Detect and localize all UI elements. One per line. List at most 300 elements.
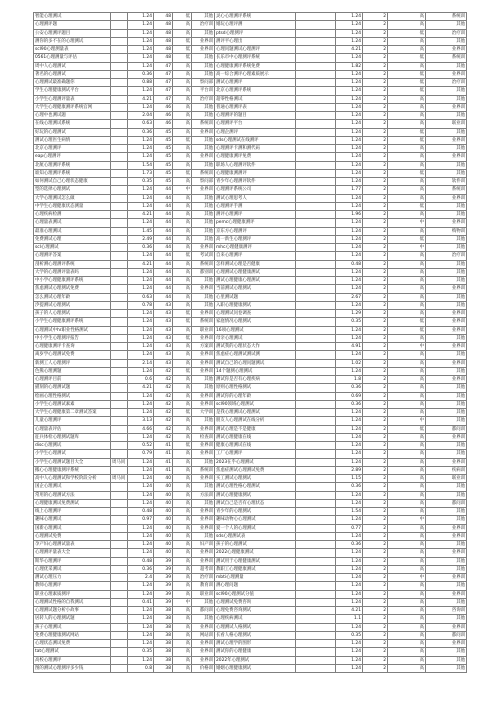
table-cell: 高 — [388, 103, 426, 111]
table-cell: 2 — [363, 417, 388, 425]
table-cell: 色熊心理测题 — [34, 367, 111, 375]
table-cell: 2.14 — [128, 359, 154, 367]
table-cell: 业界训 — [192, 359, 215, 367]
table-cell: 自来心理测评 — [215, 252, 296, 260]
table-cell: 1.24 — [336, 623, 363, 631]
table-cell: 0.36 — [336, 483, 363, 491]
table-cell — [296, 359, 336, 367]
table-cell: 业界训 — [192, 285, 215, 293]
table-cell: 2 — [363, 524, 388, 532]
table-cell — [111, 13, 128, 21]
table-cell — [296, 367, 336, 375]
table-row — [34, 326, 467, 334]
table-cell: 工厂心理测评 — [215, 450, 296, 458]
table-cell: 1.24 — [128, 136, 154, 144]
table-cell: 40 — [154, 491, 173, 499]
table-cell — [111, 202, 128, 210]
table-cell: 测评平心理出 — [215, 37, 296, 45]
table-cell: 业界训 — [192, 450, 215, 458]
table-cell: 1.24 — [128, 13, 154, 21]
table-cell: 1.24 — [128, 392, 154, 400]
table-cell: 其他 — [192, 598, 215, 606]
table-cell: 44 — [154, 293, 173, 301]
table-cell: 高 — [173, 219, 192, 227]
table-cell: 1.24 — [336, 227, 363, 235]
table-cell: 4.21 — [336, 607, 363, 615]
table-cell: 低 — [388, 70, 426, 78]
table-cell: 业界训 — [192, 425, 215, 433]
table-cell: 2 — [363, 46, 388, 54]
table-cell: 低 — [388, 318, 426, 326]
table-cell: 低 — [388, 128, 426, 136]
table-cell — [296, 640, 336, 648]
table-cell: 其他 — [192, 293, 215, 301]
table-cell: 搬心心理健康测评系统 — [34, 466, 111, 474]
table-cell: 周马同 — [111, 475, 128, 483]
table-cell: 1.24 — [128, 491, 154, 499]
table-cell: 0.52 — [128, 442, 154, 450]
table-cell: 心理企测评 — [215, 128, 296, 136]
table-cell — [111, 178, 128, 186]
table-cell: 心理测评答案 — [34, 252, 111, 260]
table-cell: 2 — [363, 318, 388, 326]
table-cell — [296, 417, 336, 425]
table-cell — [111, 194, 128, 202]
table-cell — [296, 29, 336, 37]
table-cell: 高 — [388, 367, 426, 375]
table-cell: 1.24 — [128, 54, 154, 62]
table-cell — [296, 153, 336, 161]
table-cell: 0.48 — [128, 557, 154, 565]
table-cell: 业界训 — [192, 623, 215, 631]
table-cell: 42 — [154, 400, 173, 408]
table-cell: 2 — [363, 367, 388, 375]
table-cell: 其他 — [426, 169, 467, 177]
table-cell: 其他 — [426, 145, 467, 153]
table-cell: 1.24 — [336, 425, 363, 433]
table-cell — [296, 260, 336, 268]
table-cell: 45 — [154, 128, 173, 136]
table-cell: 2 — [363, 425, 388, 433]
table-cell: 高 — [388, 293, 426, 301]
table-cell: 1.24 — [336, 252, 363, 260]
table-cell: 测试心理健康在线 — [215, 433, 296, 441]
table-cell: 测试自己的心理问题测试 — [215, 359, 296, 367]
table-cell: 其他 — [426, 400, 467, 408]
table-cell: 高 — [388, 310, 426, 318]
table-cell: 1.24 — [128, 590, 154, 598]
table-cell: 心理健康测评免费 — [215, 153, 296, 161]
table-cell: 2 — [363, 95, 388, 103]
table-cell — [296, 54, 336, 62]
table-cell: 2 — [363, 227, 388, 235]
table-cell: 心理测评卡测和测代码 — [215, 145, 296, 153]
table-cell: 高 — [173, 268, 192, 276]
table-cell: 心理健康测试免费测试 — [34, 499, 111, 507]
table-cell: 38 — [154, 664, 173, 672]
table-cell: 1.24 — [336, 103, 363, 111]
table-cell: 是我心理测试心理测试 — [215, 409, 296, 417]
table-row — [34, 310, 467, 318]
table-cell — [296, 400, 336, 408]
table-cell: 1.24 — [336, 334, 363, 342]
table-cell: 低 — [388, 79, 426, 87]
table-cell: 2 — [363, 557, 388, 565]
table-cell: 高 — [173, 95, 192, 103]
table-cell — [111, 310, 128, 318]
table-cell: 1.24 — [336, 153, 363, 161]
table-cell: 描刻的心理测试题 — [34, 384, 111, 392]
table-cell — [296, 483, 336, 491]
table-cell: 高 — [173, 301, 192, 309]
table-cell: 44 — [154, 285, 173, 293]
table-cell: 1.96 — [336, 211, 363, 219]
table-cell: 业界训 — [192, 400, 215, 408]
table-cell: 其他 — [426, 161, 467, 169]
table-cell: 43 — [154, 343, 173, 351]
table-cell: 1.24 — [128, 46, 154, 54]
table-cell: 1.54 — [128, 161, 154, 169]
table-cell — [296, 384, 336, 392]
table-cell — [111, 549, 128, 557]
table-cell: 高 — [173, 194, 192, 202]
table-cell: 1.82 — [336, 62, 363, 70]
table-row — [34, 13, 467, 21]
table-cell: 其他 — [426, 648, 467, 656]
table-cell: pemc心理健康测评 — [215, 219, 296, 227]
table-cell: 心理状态测试免费 — [34, 640, 111, 648]
table-row — [34, 103, 467, 111]
table-cell: 高 — [173, 277, 192, 285]
table-cell: 45 — [154, 161, 173, 169]
table-cell: 低 — [173, 136, 192, 144]
table-cell: 2 — [363, 392, 388, 400]
table-cell: 怎样测试心理是否健康 — [215, 260, 296, 268]
table-cell: 大学训 — [192, 409, 215, 417]
table-row — [34, 112, 467, 120]
table-cell: 职场人心理测评软件 — [215, 161, 296, 169]
table-cell: 1.24 — [128, 400, 154, 408]
table-cell: 心理测试心理健康测试 — [215, 268, 296, 276]
table-cell: 高 — [388, 656, 426, 664]
table-cell: 1.24 — [336, 565, 363, 573]
table-cell: 教育训 — [192, 582, 215, 590]
table-cell: 44 — [154, 277, 173, 285]
table-cell: 系统训 — [192, 318, 215, 326]
table-cell: 高 — [388, 549, 426, 557]
table-row — [34, 62, 467, 70]
table-cell — [296, 103, 336, 111]
table-cell: 测试心理测评 — [215, 79, 296, 87]
table-cell: 39 — [154, 574, 173, 582]
table-row — [34, 664, 467, 672]
table-cell: 考试训 — [192, 252, 215, 260]
table-cell: 1.24 — [128, 310, 154, 318]
table-cell: 中小学生心理测评报告 — [34, 334, 111, 342]
table-cell: 低 — [388, 202, 426, 210]
table-cell — [111, 557, 128, 565]
table-cell — [111, 293, 128, 301]
table-cell: 1.24 — [336, 29, 363, 37]
table-cell: 趣味动物心心理测试 — [215, 516, 296, 524]
table-cell: 联业训 — [426, 475, 467, 483]
table-cell — [111, 46, 128, 54]
table-cell: 1.24 — [336, 169, 363, 177]
table-cell: 网站训 — [192, 631, 215, 639]
table-cell: 1.24 — [128, 145, 154, 153]
table-cell: 业界训 — [426, 343, 467, 351]
table-cell: 1.24 — [336, 285, 363, 293]
table-cell: 原则心理性格测试 — [215, 384, 296, 392]
table-cell: 疾病训 — [426, 466, 467, 474]
table-cell: 2 — [363, 582, 388, 590]
table-cell: 高 — [173, 623, 192, 631]
table-row — [34, 194, 467, 202]
table-cell: 中小学心理健康测评系统 — [34, 277, 111, 285]
table-cell — [296, 95, 336, 103]
table-cell — [111, 433, 128, 441]
table-cell — [111, 227, 128, 235]
table-row — [34, 598, 467, 606]
table-cell: 高 — [388, 475, 426, 483]
table-cell — [296, 219, 336, 227]
table-cell: 高 — [388, 607, 426, 615]
table-cell: 45 — [154, 178, 173, 186]
table-cell: 高 — [173, 359, 192, 367]
table-cell: 业界训 — [192, 549, 215, 557]
table-cell: 45 — [154, 136, 173, 144]
table-cell: 39 — [154, 582, 173, 590]
table-cell: mhc心理健康测评 — [215, 244, 296, 252]
table-cell — [111, 211, 128, 219]
table-cell: 1.24 — [128, 277, 154, 285]
table-row — [34, 244, 467, 252]
table-cell: 44 — [154, 211, 173, 219]
table-body — [34, 13, 467, 673]
table-cell: 高 — [388, 565, 426, 573]
table-cell: 2 — [363, 13, 388, 21]
table-cell — [296, 615, 336, 623]
table-cell: 高 — [173, 400, 192, 408]
table-cell: 其他 — [426, 37, 467, 45]
table-cell: 高 — [388, 590, 426, 598]
table-cell: 0.35 — [336, 318, 363, 326]
table-cell: 2 — [363, 656, 388, 664]
table-cell: 朋友人心理测试在线分析 — [215, 417, 296, 425]
table-cell: 1.24 — [336, 112, 363, 120]
table-cell: 心理测试问卷调查 — [215, 310, 296, 318]
table-cell: 2 — [363, 450, 388, 458]
table-cell: 心理健康测测评 — [215, 169, 296, 177]
table-cell: 高 — [173, 326, 192, 334]
table-cell: 2 — [363, 128, 388, 136]
table-cell: 46 — [154, 103, 173, 111]
table-cell: 离岁学心理测试免费 — [34, 351, 111, 359]
table-cell — [111, 623, 128, 631]
table-cell: 高 — [173, 475, 192, 483]
table-cell — [296, 318, 336, 326]
table-cell: 都问训 — [192, 607, 215, 615]
table-cell: 1.77 — [336, 186, 363, 194]
table-cell: 高 — [388, 458, 426, 466]
table-cell: 周中人心理测试 — [34, 62, 111, 70]
table-cell — [296, 541, 336, 549]
table-cell: 高 — [388, 153, 426, 161]
table-cell: 业界训 — [192, 475, 215, 483]
table-cell: 1.24 — [128, 326, 154, 334]
table-cell: 测试心理健康测试 — [215, 491, 296, 499]
table-cell — [111, 483, 128, 491]
table-cell: 其他 — [192, 615, 215, 623]
table-cell: 1.24 — [128, 29, 154, 37]
table-cell: 业界训 — [426, 640, 467, 648]
table-cell: 业界训 — [426, 458, 467, 466]
table-cell: 1.29 — [336, 310, 363, 318]
table-cell: 2 — [363, 483, 388, 491]
table-cell: 低 — [173, 442, 192, 450]
table-cell — [111, 343, 128, 351]
table-row — [34, 541, 467, 549]
table-cell: 2 — [363, 169, 388, 177]
table-cell: 测试我的心理状态大作 — [215, 343, 296, 351]
table-cell: 其他 — [426, 598, 467, 606]
table-row — [34, 450, 467, 458]
table-cell: 14个题测心理测试 — [215, 367, 296, 375]
table-cell: 业界训 — [192, 46, 215, 54]
table-cell: 0.35 — [336, 631, 363, 639]
table-row — [34, 508, 467, 516]
table-cell: 高 — [388, 384, 426, 392]
table-cell: 1.24 — [336, 13, 363, 21]
table-cell: 其他 — [426, 260, 467, 268]
table-cell: 其他 — [426, 392, 467, 400]
table-cell — [111, 392, 128, 400]
table-cell: 其他 — [192, 532, 215, 540]
table-cell: 1.24 — [336, 54, 363, 62]
table-cell: 业界训 — [426, 532, 467, 540]
table-cell: 业界训 — [192, 557, 215, 565]
table-cell: 高 — [388, 21, 426, 29]
table-cell: 1.24 — [128, 631, 154, 639]
table-cell — [111, 153, 128, 161]
table-cell: 低 — [173, 252, 192, 260]
table-cell: 高 — [173, 541, 192, 549]
table-cell: 1.24 — [128, 219, 154, 227]
table-cell: 其他 — [426, 508, 467, 516]
table-cell: 2 — [363, 400, 388, 408]
table-cell: 其他 — [426, 95, 467, 103]
table-cell: 软件训 — [426, 178, 467, 186]
table-cell — [296, 186, 336, 194]
table-cell: 其他 — [192, 483, 215, 491]
table-cell: 心理测试最准确题你 — [34, 79, 111, 87]
table-cell: 1.24 — [336, 664, 363, 672]
table-cell: 业界训 — [192, 351, 215, 359]
table-cell: 高 — [173, 557, 192, 565]
table-cell — [111, 615, 128, 623]
table-cell: 高 — [173, 202, 192, 210]
table-cell: 2.89 — [336, 466, 363, 474]
table-cell: 高 — [173, 516, 192, 524]
table-row — [34, 87, 467, 95]
table-cell: 1.24 — [128, 615, 154, 623]
table-cell: 常用的心理测试方法 — [34, 491, 111, 499]
table-cell — [111, 409, 128, 417]
table-cell: 2 — [363, 549, 388, 557]
table-cell: 47 — [154, 95, 173, 103]
table-cell: 2 — [363, 277, 388, 285]
table-cell: 44 — [154, 186, 173, 194]
table-cell: 高 — [388, 277, 426, 285]
table-cell: 职业训 — [192, 590, 215, 598]
table-row — [34, 334, 467, 342]
table-cell: 高 — [388, 557, 426, 565]
table-cell: 普通心理测评表 — [215, 103, 296, 111]
table-cell: 心理测评量表大全 — [34, 549, 111, 557]
table-cell: 0.35 — [128, 648, 154, 656]
table-cell — [111, 664, 128, 672]
table-cell — [111, 235, 128, 243]
table-cell — [111, 574, 128, 582]
table-cell: 业界训 — [426, 70, 467, 78]
table-cell: 高 — [173, 235, 192, 243]
table-cell: 测试心理医生病情 — [34, 136, 111, 144]
table-cell: 当前测试心理测试 — [215, 285, 296, 293]
table-cell — [296, 326, 336, 334]
table-cell: 小学生心理测评量表 — [34, 95, 111, 103]
table-cell: 高 — [173, 508, 192, 516]
table-cell — [296, 120, 336, 128]
table-cell: 38 — [154, 631, 173, 639]
table-cell: 1.24 — [128, 153, 154, 161]
table-cell: 低 — [173, 318, 192, 326]
table-cell: 44 — [154, 235, 173, 243]
table-row — [34, 161, 467, 169]
table-cell: 业界训 — [192, 648, 215, 656]
table-cell: 2 — [363, 631, 388, 639]
table-row — [34, 607, 467, 615]
table-cell: 2022年心理测试 — [215, 656, 296, 664]
table-cell: 系统训 — [192, 260, 215, 268]
table-cell: 低 — [388, 54, 426, 62]
table-cell: 其他 — [192, 211, 215, 219]
table-row — [34, 169, 467, 177]
table-cell: 40 — [154, 483, 173, 491]
table-cell: 测试心理健康心理测试 — [215, 277, 296, 285]
table-row — [34, 433, 467, 441]
table-cell: 高 — [388, 450, 426, 458]
table-cell: 0.8 — [128, 664, 154, 672]
table-cell: 其他 — [192, 13, 215, 21]
table-cell: 42 — [154, 417, 173, 425]
table-cell: 其他 — [426, 541, 467, 549]
table-cell: 2 — [363, 664, 388, 672]
table-cell: 1.24 — [336, 433, 363, 441]
table-cell: 1.24 — [128, 351, 154, 359]
table-cell: 高 — [173, 640, 192, 648]
table-row — [34, 640, 467, 648]
table-cell: 孕产妇心理测试量表 — [34, 541, 111, 549]
table-cell: 其他 — [426, 615, 467, 623]
table-cell: 2 — [363, 120, 388, 128]
table-cell: 业界训 — [426, 524, 467, 532]
table-cell: 高 — [388, 260, 426, 268]
table-row — [34, 491, 467, 499]
table-cell: 咨询训 — [426, 607, 467, 615]
table-cell: 42 — [154, 425, 173, 433]
table-cell: 1.24 — [336, 136, 363, 144]
table-cell: 爱一个人的心理测试 — [215, 524, 296, 532]
